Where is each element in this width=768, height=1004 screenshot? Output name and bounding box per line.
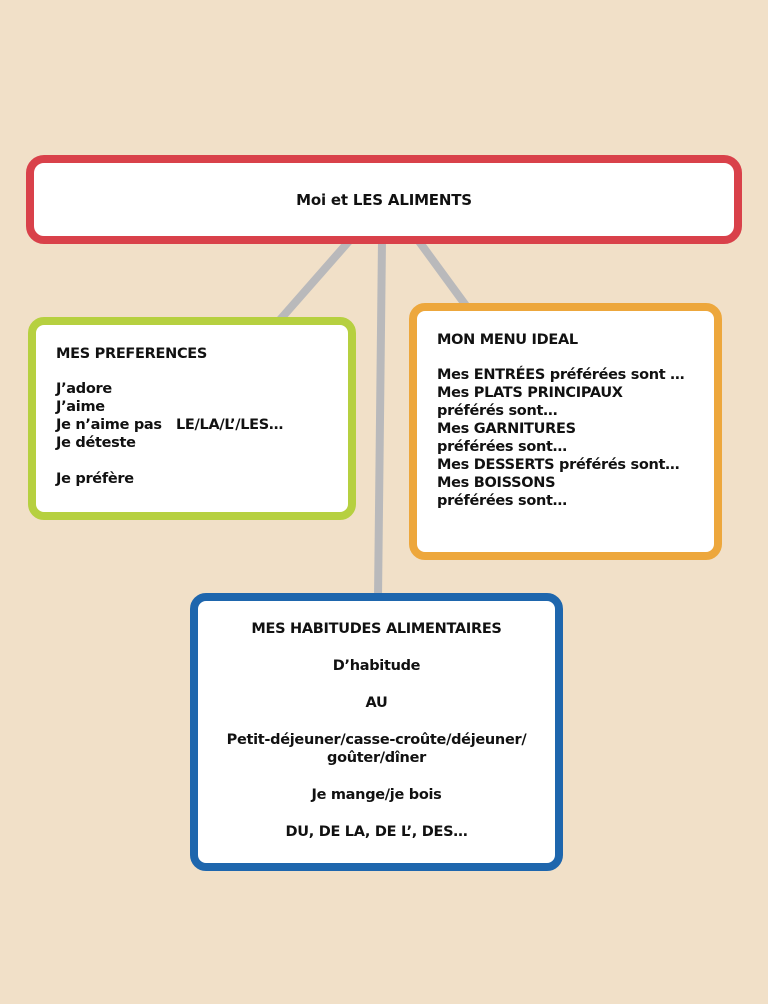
habits-line: AU — [365, 695, 388, 711]
habits-line: D’habitude — [332, 658, 421, 674]
preferences-line: J’adore — [56, 381, 112, 397]
preferences-line: Je n’aime pas LE/LA/L’/LES… — [56, 417, 284, 433]
habits-meals-line: Petit-déjeuner/casse-croûte/déjeuner/ — [226, 732, 527, 748]
habits-meals-line: goûter/dîner — [327, 750, 426, 766]
menu-line: Mes BOISSONS — [437, 475, 556, 491]
root-title: Moi et LES ALIMENTS — [296, 190, 472, 209]
habits-line: DU, DE LA, DE L’, DES… — [285, 824, 468, 840]
habits-line: Je mange/je bois — [311, 787, 442, 803]
preferences-line: Je déteste — [56, 435, 136, 451]
menu-line: Mes DESSERTS préférés sont… — [437, 457, 680, 473]
connector-root-to-habits — [378, 240, 382, 598]
habits-title: MES HABITUDES ALIMENTAIRES — [251, 621, 502, 637]
preferences-line: Je préfère — [56, 471, 134, 487]
menu-node — [409, 303, 722, 560]
root-node — [26, 155, 742, 244]
menu-title: MON MENU IDEAL — [437, 332, 578, 348]
menu-line: préférées sont… — [437, 493, 567, 509]
preferences-title: MES PREFERENCES — [56, 346, 208, 362]
preferences-line: J’aime — [56, 399, 105, 415]
connector-root-to-preferences — [278, 240, 350, 322]
menu-line: Mes PLATS PRINCIPAUX — [437, 385, 623, 401]
menu-line: préférées sont… — [437, 439, 567, 455]
menu-line: Mes GARNITURES — [437, 421, 576, 437]
habits-node — [190, 593, 563, 871]
menu-line: Mes ENTRÉES préférées sont … — [437, 367, 685, 383]
connector-root-to-menu — [418, 240, 467, 307]
menu-line: préférés sont… — [437, 403, 558, 419]
preferences-node — [28, 317, 356, 520]
